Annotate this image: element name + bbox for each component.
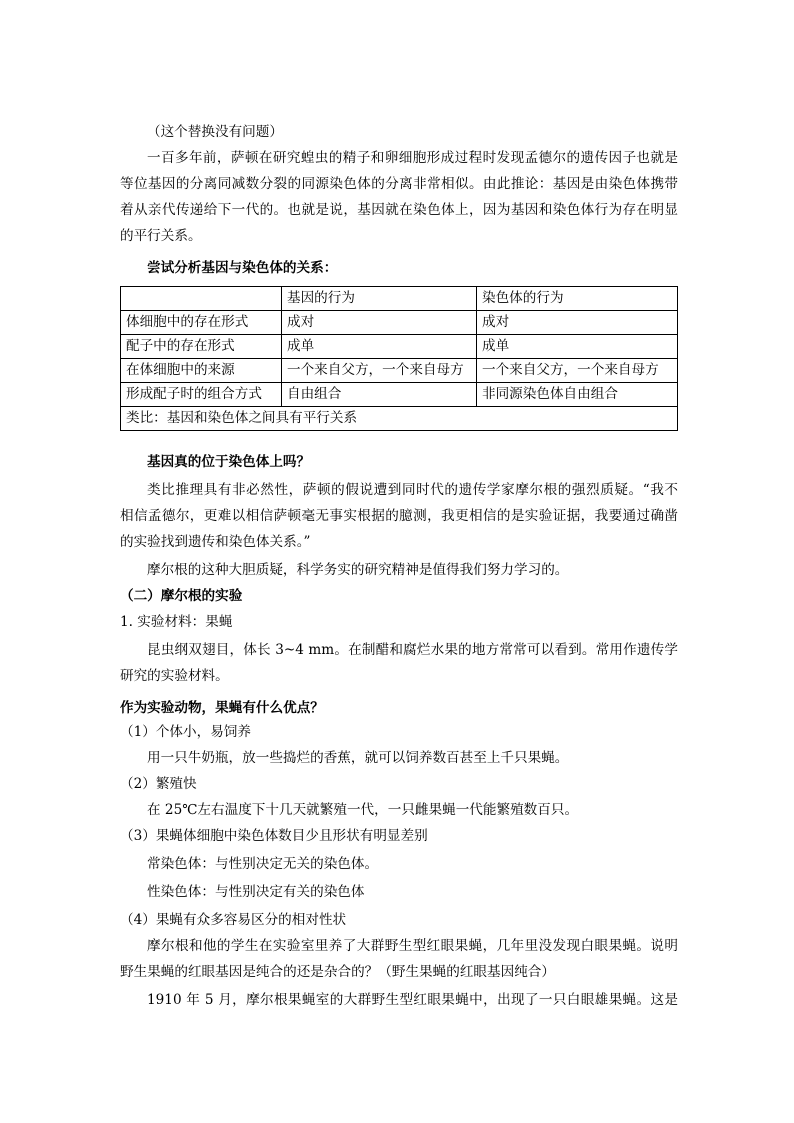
paragraph-line: 着从亲代传递给下一代的。也就是说，基因就在染色体上，因为基因和染色体行为存在明显 xyxy=(120,202,678,218)
paragraph-line: 相信孟德尔，更难以相信萨顿毫无事实根据的臆测，我更相信的是实验证据，我要通过确凿 xyxy=(120,508,678,524)
subsection-heading: 1. 实验材料：果蝇 xyxy=(120,614,233,630)
table-row xyxy=(121,335,678,359)
table-cell: 基因的行为 xyxy=(282,287,477,311)
list-item-text: 常染色体：与性别决定无关的染色体。 xyxy=(147,856,379,872)
paragraph-line: 等位基因的分离同减数分裂的同源染色体的分离非常相似。由此推论：基因是由染色体携带 xyxy=(120,176,678,192)
table-cell: 染色体的行为 xyxy=(477,287,678,311)
table-cell: 非同源染色体自由组合 xyxy=(477,383,678,407)
table-cell: 一个来自父方，一个来自母方 xyxy=(282,359,477,383)
table-row xyxy=(121,359,678,383)
table-footer-cell: 类比：基因和染色体之间具有平行关系 xyxy=(121,407,678,431)
paragraph-line: 一百多年前，萨顿在研究蝗虫的精子和卵细胞形成过程时发现孟德尔的遗传因子也就是 xyxy=(147,150,678,166)
paragraph-line: 研究的实验材料。 xyxy=(120,668,229,684)
table-cell xyxy=(121,287,282,311)
list-item-text: 用一只牛奶瓶，放一些捣烂的香蕉，就可以饲养数百甚至上千只果蝇。 xyxy=(147,750,569,766)
gene-chromosome-table xyxy=(120,286,678,431)
section-heading: 尝试分析基因与染色体的关系： xyxy=(147,260,338,276)
list-item-text: 在 25℃左右温度下十几天就繁殖一代，一只雌果蝇一代能繁殖数百只。 xyxy=(147,802,579,818)
list-item: （4）果蝇有众多容易区分的相对性状 xyxy=(120,912,347,928)
paragraph-line: 摩尔根和他的学生在实验室里养了大群野生型红眼果蝇，几年里没发现白眼果蝇。说明 xyxy=(147,938,678,954)
table-cell: 形成配子时的组合方式 xyxy=(121,383,282,407)
table-row xyxy=(121,311,678,335)
table-row xyxy=(121,383,678,407)
table-cell: 体细胞中的存在形式 xyxy=(121,311,282,335)
section-heading: （二）摩尔根的实验 xyxy=(120,588,243,604)
list-item-text: 性染色体：与性别决定有关的染色体 xyxy=(147,884,365,900)
table-cell: 成单 xyxy=(282,335,477,359)
table-cell: 一个来自父方，一个来自母方 xyxy=(477,359,678,383)
paragraph-line: 昆虫纲双翅目，体长 3~4 mm。在制醋和腐烂水果的地方常常可以看到。常用作遗传学 xyxy=(147,642,678,658)
paragraph-line: 的实验找到遗传和染色体关系。” xyxy=(120,534,311,550)
section-heading: 基因真的位于染色体上吗？ xyxy=(147,454,311,470)
paragraph-line: 摩尔根的这种大胆质疑，科学务实的研究精神是值得我们努力学习的。 xyxy=(147,562,569,578)
table-cell: 成单 xyxy=(477,335,678,359)
list-item: （1）个体小，易饲养 xyxy=(120,724,251,740)
list-item: （3）果蝇体细胞中染色体数目少且形状有明显差别 xyxy=(120,828,428,844)
paragraph-line: 类比推理具有非必然性，萨顿的假说遭到同时代的遗传学家摩尔根的强烈质疑。“我不 xyxy=(147,482,678,498)
table-cell: 配子中的存在形式 xyxy=(121,335,282,359)
note-line: （这个替换没有问题） xyxy=(147,124,283,140)
list-item: （2）繁殖快 xyxy=(120,776,197,792)
table-footer-row xyxy=(121,407,678,431)
paragraph-line: 1910 年 5 月，摩尔根果蝇室的大群野生型红眼果蝇中，出现了一只白眼雄果蝇。这是 xyxy=(147,992,678,1008)
table-row xyxy=(121,287,678,311)
table-cell: 成对 xyxy=(477,311,678,335)
section-heading: 作为实验动物，果蝇有什么优点？ xyxy=(120,700,324,716)
paragraph-line: 野生果蝇的红眼基因是纯合的还是杂合的？（野生果蝇的红眼基因纯合） xyxy=(120,964,555,980)
table-cell: 成对 xyxy=(282,311,477,335)
paragraph-line: 的平行关系。 xyxy=(120,228,202,244)
table-cell: 在体细胞中的来源 xyxy=(121,359,282,383)
table-cell: 自由组合 xyxy=(282,383,477,407)
